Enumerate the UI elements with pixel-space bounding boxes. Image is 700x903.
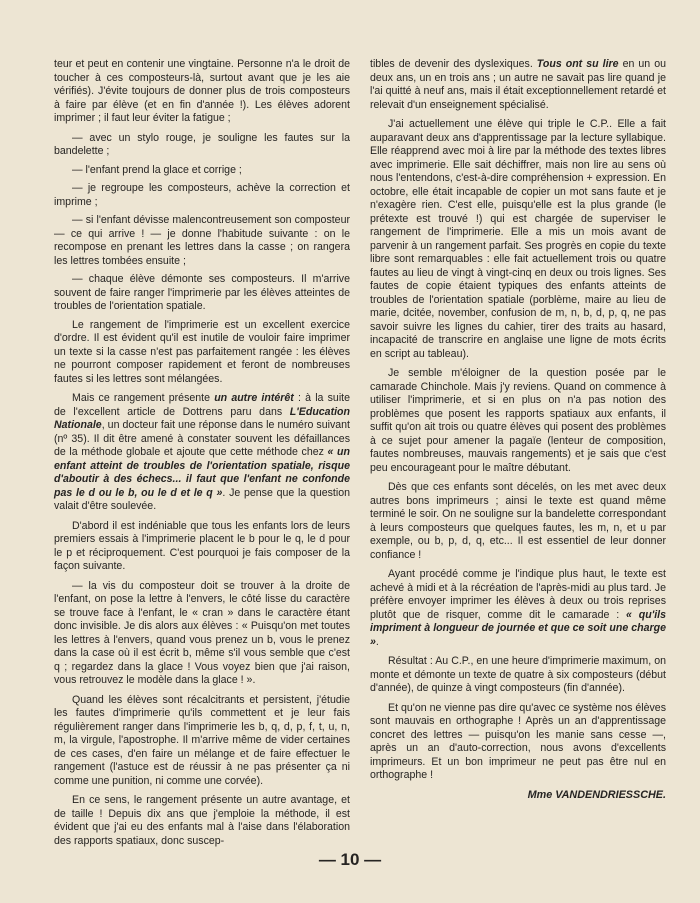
quotation: « qu'ils impriment à longueur de journée et que ce soit une charge » — [370, 608, 666, 648]
paragraph: — la vis du composteur doit se trouver à la droite de l'enfant, on pose la lettre à l'envers, le côté lisse du caractère se trouve face à l'enfant, le « cran » dans le caractère étant donc invisible. Je dis alors aux élèves : « Puisqu'on met toutes les lettres à l'envers, quand vous prenez un b, vous le prenez dans la case où il est écrit b, même s'il vous semble que c'est q ; regardez dans la glace ! Vous voyez bien que j'ai raison, vous retrouvez le modèle dans la glace ! ». — [54, 579, 350, 686]
text-run: tibles de devenir des dyslexiques. — [370, 58, 537, 70]
paragraph — [54, 392, 350, 514]
text-run: en un ou deux ans, un en trois ans ; un autre ne savait pas lire quand je l'ai quitté à neuf ans, mais il était exceptionnellement retardé et relevait d'un enseignement spécialisé. — [370, 58, 666, 111]
text-run: Mais ce rangement présente — [72, 392, 215, 404]
dash-item: — chaque élève démonte ses composteurs. Il m'arrive souvent de faire ranger l'imprimerie par les élèves atteintes de troubles de l'orientation spatiale. — [54, 273, 350, 312]
paragraph: D'abord il est indéniable que tous les enfants lors de leurs premiers essais à l'imprimerie placent le b pour le q, le d pour le p et réciproquement. C'est pourquoi je fais composer de la façon suivante. — [54, 519, 350, 572]
left-column — [54, 58, 350, 854]
paragraph: Résultat : Au C.P., en une heure d'imprimerie maximum, on monte et démonte un texte de quatre à six composteurs (début d'année), de quinze à vingt composteurs (fin d'année). — [370, 655, 666, 694]
text-run: . Je pense que la question valait d'être soulevée. — [54, 486, 351, 512]
quotation: « un enfant atteint de troubles de l'orientation spatiale, risque d'aboutir à des échecs... il faut que l'enfant ne confonde pas le d ou le b, ou le d et le q » — [54, 446, 350, 499]
dash-item: — avec un stylo rouge, je souligne les fautes sur la bandelette ; — [54, 131, 350, 157]
right-column — [370, 58, 666, 808]
paragraph: Je semble m'éloigner de la question posée par le camarade Chinchole. Mais j'y reviens. Quand on commence à utiliser l'imprimerie, et si en plus on n'a pas notion des problèmes que posent les rapports spatiaux aux enfants, il suffit qu'on ait trois ou quatre élèves qui posent des problèmes à ce sujet pour amener la pagaïe (lenteur de composition, fautes nombreuses, mauvais rangements) et je sais que c'est peu encourageant pour le maître débutant. — [370, 367, 666, 474]
paragraph: J'ai actuellement une élève qui triple le C.P.. Elle a fait auparavant deux ans d'apprentissage par la lecture syllabique. Elle réapprend avec moi à lire par la méthode des textes libres avec imprimerie. Elle sait déchiffrer, mais non lire au sens où nous l'entendons, c'est-à-dire compréhension + expression. En octobre, elle était incapable de copier un mot sans faute et je n'exagère rien. C'est elle, puisqu'elle est la plus grande (le prétexte est trouvé !) qui est chargée de superviser le rangement de l'imprimerie. Elle a mis un mois avant de parvenir à un rangement parfait. Ses progrès en copie du texte libre sont remarquables : elle fait actuellement trois ou quatre fautes au lieu de vingt à vingt-cinq en deux ou trois lignes. Ses fautes de copie étaient typiques des enfants atteints de troubles de l'orientation spatiale (porblème, maire au lieu de marie, dcitée, november, confusion de m, n, b, d, p, q, ne pas savoir suivre les lignes du cahier, tirer des traits au hasard, incapacité de transcrire en anglaise une ligne de mots écrits en script au tableau). — [370, 118, 666, 360]
emphasis: Tous ont su lire — [536, 58, 619, 70]
paragraph: En ce sens, le rangement présente un autre avantage, et de taille ! Depuis dix ans que j'emploie la méthode, il est évident que j'ai eu des enfants mal à l'aise dans l'élaboration des rapports spatiaux, donc suscep- — [54, 794, 350, 847]
emphasis: un autre intérêt — [214, 392, 294, 404]
dash-item: — l'enfant prend la glace et corrige ; — [72, 163, 242, 176]
text-run: , un docteur fait une réponse dans le numéro suivant (nº 35). Il dit être amené à constater souvent les défaillances de la méthode globale et ajoute que cette méthode chez — [54, 419, 350, 458]
paragraph: teur et peut en contenir une vingtaine. Personne n'a le droit de toucher à ces composteurs-là, surtout avant que je les aie vérifiés). J'évite toujours de donner plus de trois composteurs à faire par élève (et en fin d'année !). Les élèves adorent imprimer ; il faut leur éviter la fatigue ; — [54, 58, 350, 124]
dash-item: — si l'enfant dévisse malencontreusement son composteur — ce qui arrive ! — je donne l'habitude suivante : on le recompose en prenant les lettres dans la casse ; on rangera les lettres tombées ensuite ; — [54, 214, 350, 267]
paragraph — [370, 568, 666, 649]
page-number: — 10 — — [318, 850, 382, 869]
paragraph: Le rangement de l'imprimerie est un excellent exercice d'ordre. Il est évident qu'il est inutile de vouloir faire imprimer un texte si la casse n'est pas parfaitement rangée : les élèves ne pourront composer rapidement et feront de nombreuses fautes si les lettres sont mélangées. — [54, 318, 350, 385]
journal-title: L'Education Nationale — [54, 405, 350, 431]
dash-item: — je regroupe les composteurs, achève la correction et imprime ; — [54, 182, 350, 208]
paragraph: Et qu'on ne vienne pas dire qu'avec ce système nos élèves sont mauvais en orthographe ! Après un an d'apprentissage concret des lettres — puisqu'on les manie sans cesse —, après un an d'auto-correction, nous avons d'excellents imprimeurs. Et un bon imprimeur ne peut pas être nul en orthographe ! — [370, 701, 666, 781]
paragraph: Dès que ces enfants sont décelés, on les met avec deux autres bons imprimeurs ; ainsi le texte est quand même terminé le soir. On ne souligne sur la bandelette correspondant à leurs composteurs que quelques fautes, les m, n, et u par exemple, ou b, p, d, q, etc... Il est essentiel de leur donner confiance ! — [370, 481, 666, 561]
paragraph: Quand les élèves sont récalcitrants et persistent, j'étudie les fautes d'imprimerie qu'ils commettent et je leur fais régulièrement ranger dans l'imprimerie les b, q, d, p, f, t, u, n, m, la virgule, l'apostrophe. Il m'arrive même de vider certaines de ces cases, d'en faire un mélange et de faire effectuer le rangement (l'astuce est de réussir à ne pas présenter ça ni comme une punition, ni comme une corvée). — [54, 693, 350, 787]
text-run: . — [375, 635, 379, 648]
text-run: Ayant procédé comme je l'indique plus haut, le texte est achevé à midi et à la récréation de l'après-midi au plus tard. Je préfère envoyer imprimer les élèves à deux ou trois reprises plutôt que de risquer, comme dit le camarade : — [370, 568, 666, 621]
text-run: : à la suite de l'excellent article de Dottrens paru dans — [54, 392, 351, 418]
paragraph — [370, 58, 666, 112]
signature: Mme VANDENDRIESSCHE. — [527, 788, 666, 801]
